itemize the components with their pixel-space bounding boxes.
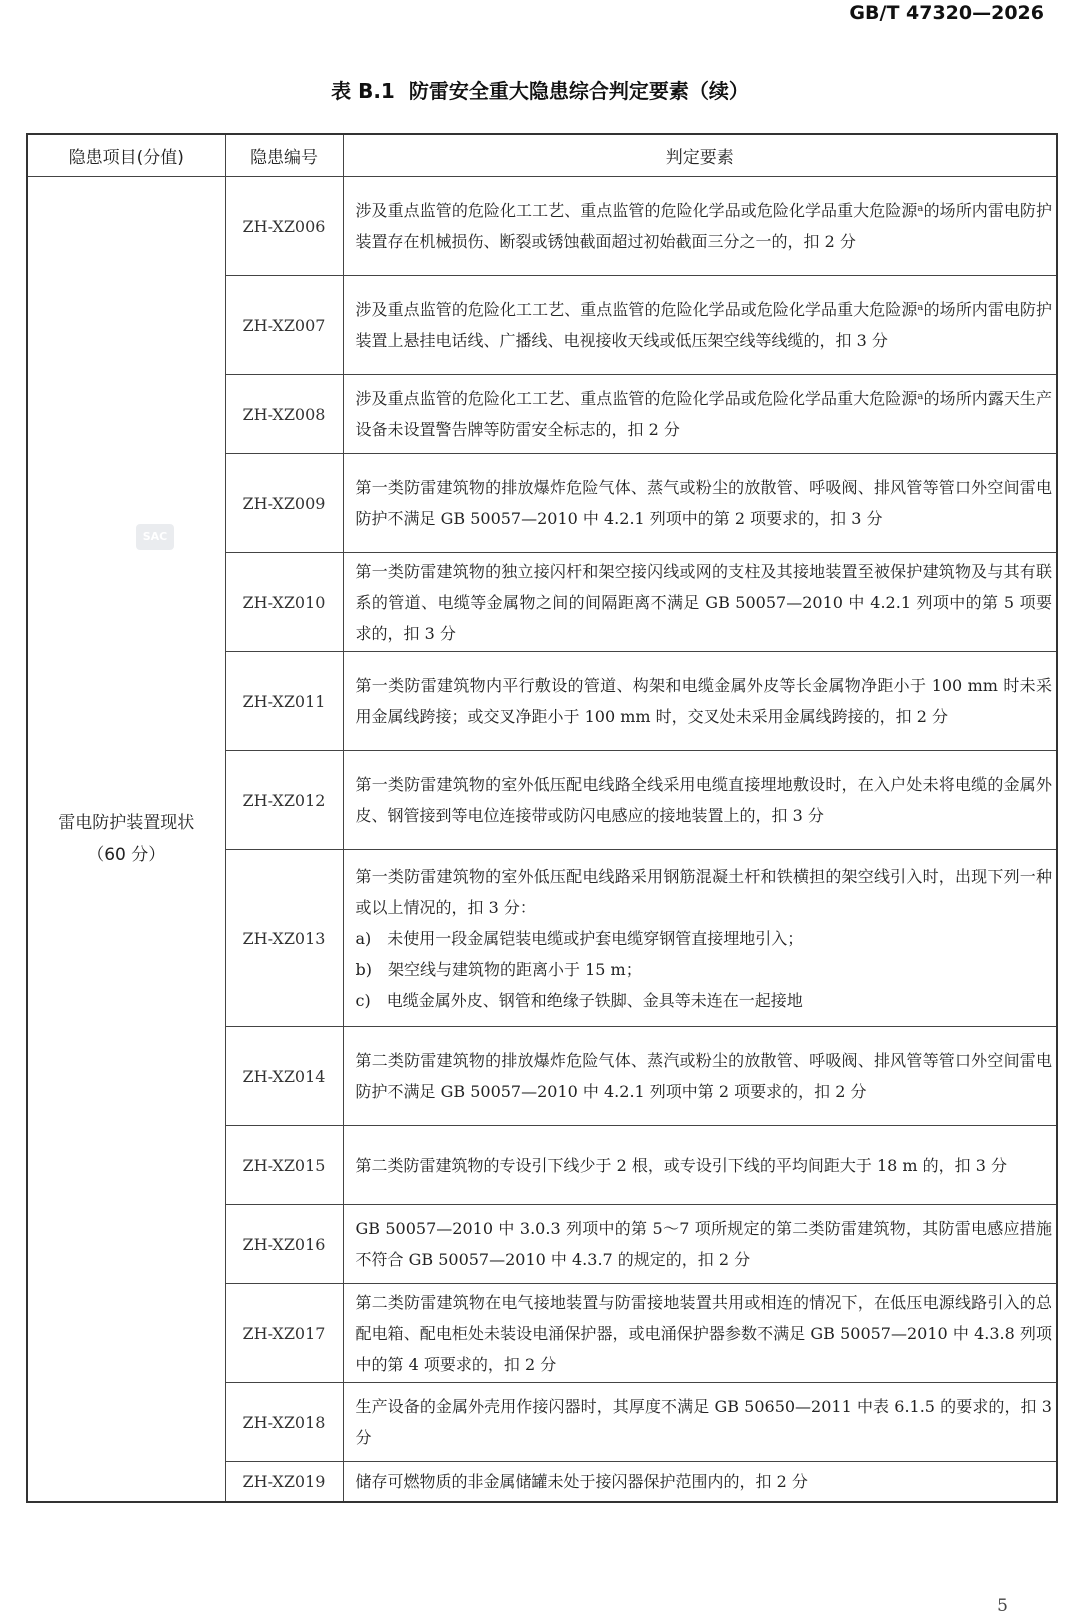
criteria-text: 涉及重点监管的危险化工工艺、重点监管的危险化学品或危险化学品重大危险源ᵃ的场所内雷电防护装置存在机械损伤、断裂或锈蚀截面超过初始截面三分之一的，扣 2 分 <box>355 201 1052 251</box>
hazard-code: ZH-XZ007 <box>225 276 343 375</box>
criteria-text: 第一类防雷建筑物的独立接闪杆和架空接闪线或网的支柱及其接地装置至被保护建筑物及与其有联系的管道、电缆等金属物之间的间隔距离不满足 GB 50057—2010 中 4.2.1 列项中的第 5 项要求的，扣 3 分 <box>355 561 1052 643</box>
criteria-subitem: b) 架空线与建筑物的距离小于 15 m； <box>355 959 642 979</box>
table-row <box>27 177 1057 276</box>
table-label: 表 B.1 <box>331 79 395 103</box>
criteria-text: 第一类防雷建筑物的室外低压配电线路采用钢筋混凝土杆和铁横担的架空线引入时，出现下列一种或以上情况的，扣 3 分： <box>355 866 1052 917</box>
criteria-text: 涉及重点监管的危险化工工艺、重点监管的危险化学品或危险化学品重大危险源ᵃ的场所内露天生产设备未设置警告牌等防雷安全标志的，扣 2 分 <box>355 389 1052 439</box>
item-cell <box>27 177 225 1502</box>
hazard-code: ZH-XZ019 <box>225 1462 343 1502</box>
criteria-cell <box>343 454 1057 553</box>
header-item: 隐患项目(分值) <box>27 134 225 177</box>
hazard-code: ZH-XZ014 <box>225 1027 343 1126</box>
item-name: 雷电防护装置现状 <box>58 812 195 833</box>
criteria-cell <box>343 276 1057 375</box>
criteria-text: 第一类防雷建筑物的排放爆炸危险气体、蒸气或粉尘的放散管、呼吸阀、排风管等管口外空间雷电防护不满足 GB 50057—2010 中 4.2.1 列项中的第 2 项要求的，扣 3 分 <box>355 478 1052 528</box>
hazard-code: ZH-XZ013 <box>225 850 343 1027</box>
criteria-cell <box>343 1284 1057 1383</box>
criteria-cell <box>343 1462 1057 1502</box>
criteria-cell <box>343 177 1057 276</box>
criteria-text: GB 50057—2010 中 3.0.3 列项中的第 5～7 项所规定的第二类防雷建筑物，其防雷电感应措施不符合 GB 50057—2010 中 4.3.7 的规定的，扣 2 分 <box>355 1219 1052 1269</box>
criteria-cell <box>343 1205 1057 1284</box>
table-header-row <box>27 134 1057 177</box>
criteria-cell <box>343 1126 1057 1205</box>
criteria-cell <box>343 751 1057 850</box>
standard-code: GB/T 47320—2026 <box>849 2 1044 24</box>
criteria-text: 第一类防雷建筑物内平行敷设的管道、构架和电缆金属外皮等长金属物净距小于 100 mm 时未采用金属线跨接；或交叉净距小于 100 mm 时，交叉处未采用金属线跨接的，扣 2 分 <box>355 676 1052 726</box>
table-title-text: 防雷安全重大隐患综合判定要素（续） <box>408 79 749 103</box>
criteria-table <box>26 133 1058 1503</box>
hazard-code: ZH-XZ006 <box>225 177 343 276</box>
criteria-text: 储存可燃物质的非金属储罐未处于接闪器保护范围内的，扣 2 分 <box>355 1471 808 1491</box>
item-score: （60 分） <box>87 844 166 865</box>
criteria-cell <box>343 375 1057 454</box>
hazard-code: ZH-XZ011 <box>225 652 343 751</box>
criteria-text: 第二类防雷建筑物在电气接地装置与防雷接地装置共用或相连的情况下，在低压电源线路引入的总配电箱、配电柜处未装设电涌保护器，或电涌保护器参数不满足 GB 50057—2010 中 4.3.8 列项中的第 4 项要求的，扣 2 分 <box>355 1292 1052 1374</box>
header-code: 隐患编号 <box>225 134 343 177</box>
criteria-text: 涉及重点监管的危险化工工艺、重点监管的危险化学品或危险化学品重大危险源ᵃ的场所内雷电防护装置上悬挂电话线、广播线、电视接收天线或低压架空线等线缆的，扣 3 分 <box>355 300 1052 350</box>
criteria-subitem: c) 电缆金属外皮、钢管和绝缘子铁脚、金具等未连在一起接地 <box>355 990 803 1010</box>
watermark-logo: SAC <box>136 524 174 550</box>
hazard-code: ZH-XZ009 <box>225 454 343 553</box>
hazard-code: ZH-XZ018 <box>225 1383 343 1462</box>
criteria-cell <box>343 553 1057 652</box>
page-number: 5 <box>997 1596 1008 1616</box>
table-title <box>0 75 1080 104</box>
header-criteria: 判定要素 <box>343 134 1057 177</box>
criteria-subitem: a) 未使用一段金属铠装电缆或护套电缆穿钢管直接埋地引入； <box>355 928 804 948</box>
hazard-code: ZH-XZ017 <box>225 1284 343 1383</box>
criteria-cell <box>343 1027 1057 1126</box>
criteria-text: 第一类防雷建筑物的室外低压配电线路全线采用电缆直接埋地敷设时，在入户处未将电缆的金属外皮、钢管接到等电位连接带或防闪电感应的接地装置上的，扣 3 分 <box>355 775 1052 825</box>
criteria-cell <box>343 1383 1057 1462</box>
hazard-code: ZH-XZ012 <box>225 751 343 850</box>
criteria-text: 第二类防雷建筑物的专设引下线少于 2 根，或专设引下线的平均间距大于 18 m 的，扣 3 分 <box>355 1155 1007 1175</box>
hazard-code: ZH-XZ008 <box>225 375 343 454</box>
hazard-code: ZH-XZ016 <box>225 1205 343 1284</box>
hazard-code: ZH-XZ010 <box>225 553 343 652</box>
criteria-cell <box>343 850 1057 1027</box>
criteria-cell <box>343 652 1057 751</box>
criteria-text: 第二类防雷建筑物的排放爆炸危险气体、蒸汽或粉尘的放散管、呼吸阀、排风管等管口外空间雷电防护不满足 GB 50057—2010 中 4.2.1 列项中第 2 项要求的，扣 2 分 <box>355 1051 1052 1101</box>
hazard-code: ZH-XZ015 <box>225 1126 343 1205</box>
criteria-text: 生产设备的金属外壳用作接闪器时，其厚度不满足 GB 50650—2011 中表 6.1.5 的要求的，扣 3 分 <box>355 1397 1052 1447</box>
